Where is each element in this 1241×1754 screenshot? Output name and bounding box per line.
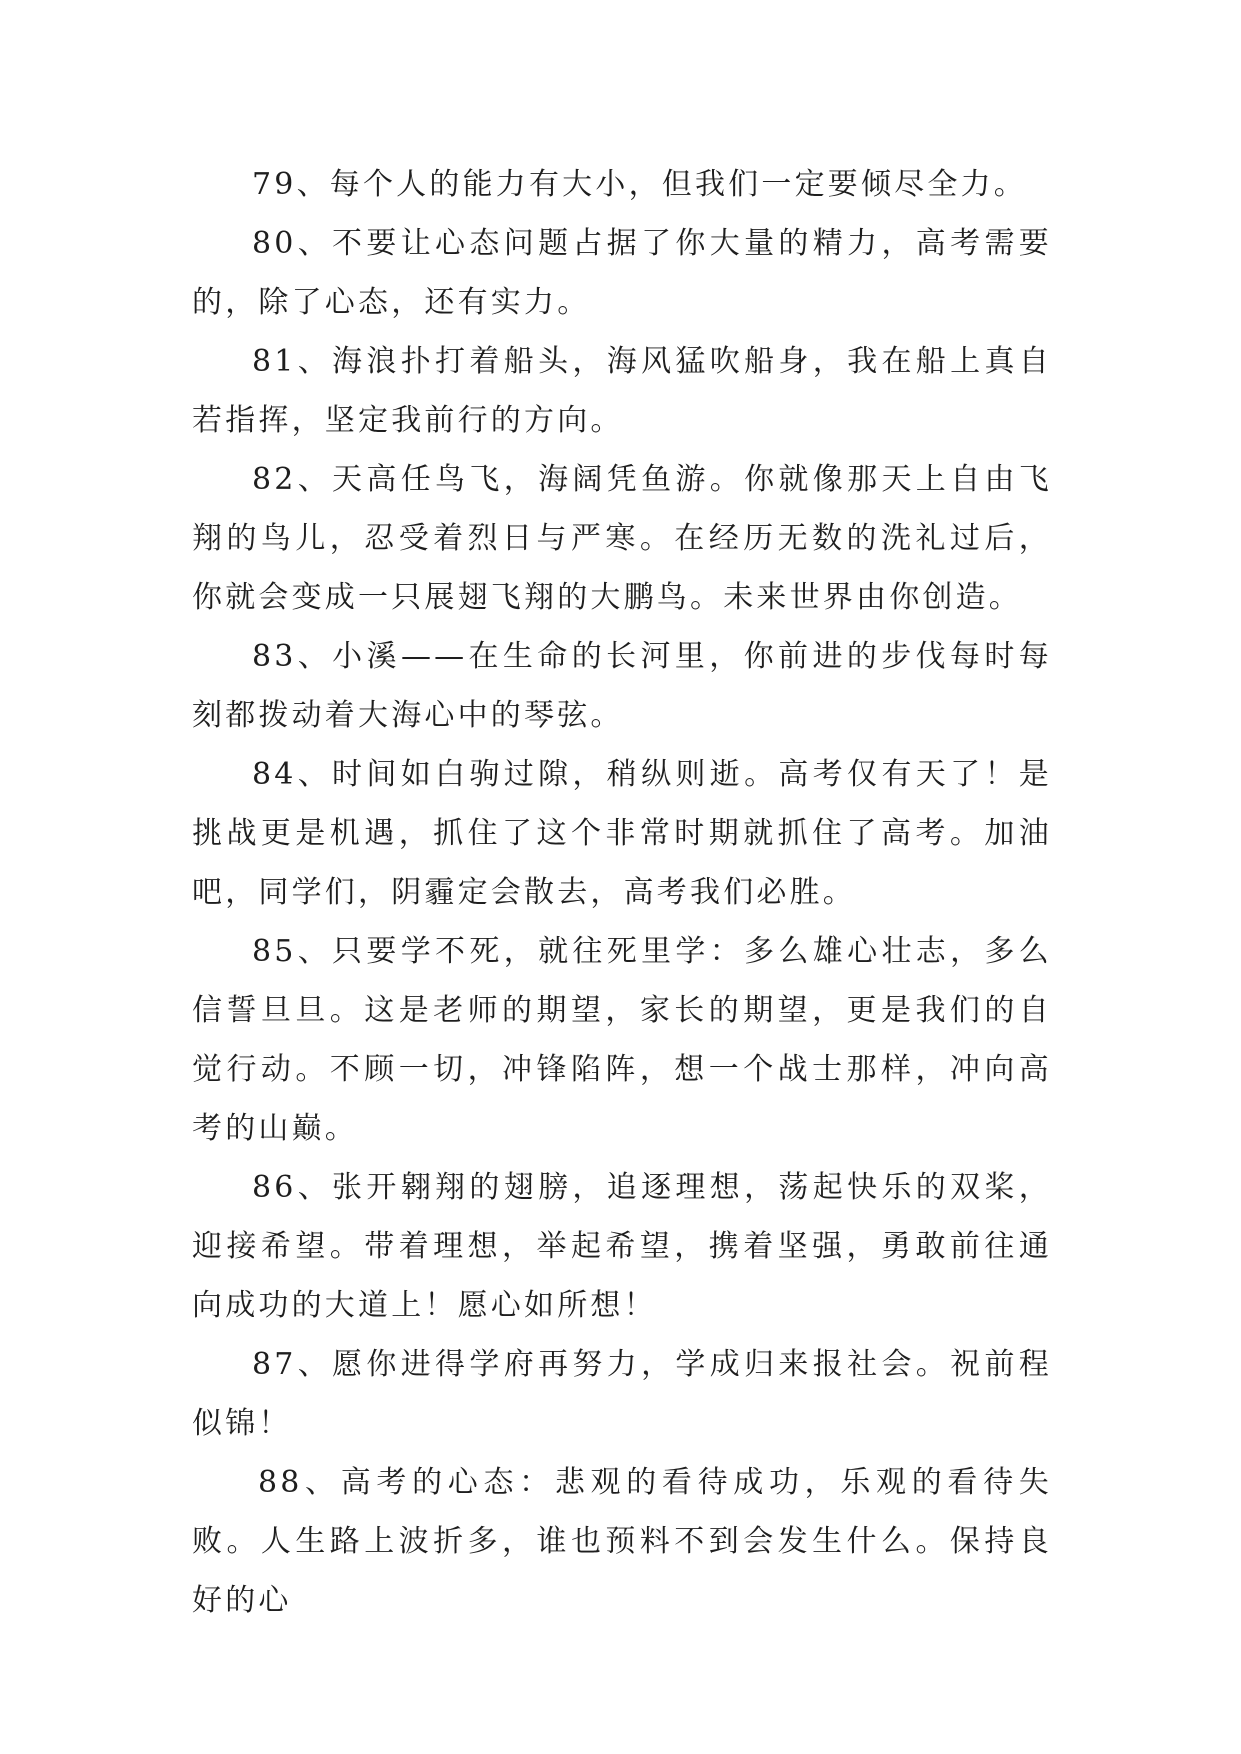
paragraph-84: 84、时间如白驹过隙，稍纵则逝。高考仅有天了！是挑战更是机遇，抓住了这个非常时期就抓住了高考。加油吧，同学们，阴霾定会散去，高考我们必胜。	[192, 757, 1052, 910]
paragraph-87: 87、愿你进得学府再努力，学成归来报社会。祝前程似锦！	[192, 1347, 1052, 1441]
paragraph-85: 85、只要学不死，就往死里学：多么雄心壮志，多么信誓旦旦。这是老师的期望，家长的期望，更是我们的自觉行动。不顾一切，冲锋陷阵，想一个战士那样，冲向高考的山巅。	[192, 934, 1052, 1146]
paragraph-80: 80、不要让心态问题占据了你大量的精力，高考需要的，除了心态，还有实力。	[192, 226, 1052, 320]
paragraph-88: 88、高考的心态：悲观的看待成功，乐观的看待失败。人生路上波折多，谁也预料不到会发生什么。保持良好的心	[192, 1465, 1052, 1618]
paragraph-83: 83、小溪——在生命的长河里，你前进的步伐每时每刻都拨动着大海心中的琴弦。	[192, 639, 1052, 733]
document-body	[192, 155, 1052, 1630]
paragraph-81: 81、海浪扑打着船头，海风猛吹船身，我在船上真自若指挥，坚定我前行的方向。	[192, 344, 1052, 438]
paragraph-82: 82、天高任鸟飞，海阔凭鱼游。你就像那天上自由飞翔的鸟儿，忍受着烈日与严寒。在经历无数的洗礼过后，你就会变成一只展翅飞翔的大鹏鸟。未来世界由你创造。	[192, 462, 1052, 615]
paragraph-86: 86、张开翱翔的翅膀，追逐理想，荡起快乐的双桨，迎接希望。带着理想，举起希望，携着坚强，勇敢前往通向成功的大道上！愿心如所想！	[192, 1170, 1052, 1323]
paragraph-79: 79、每个人的能力有大小，但我们一定要倾尽全力。	[252, 167, 1027, 202]
